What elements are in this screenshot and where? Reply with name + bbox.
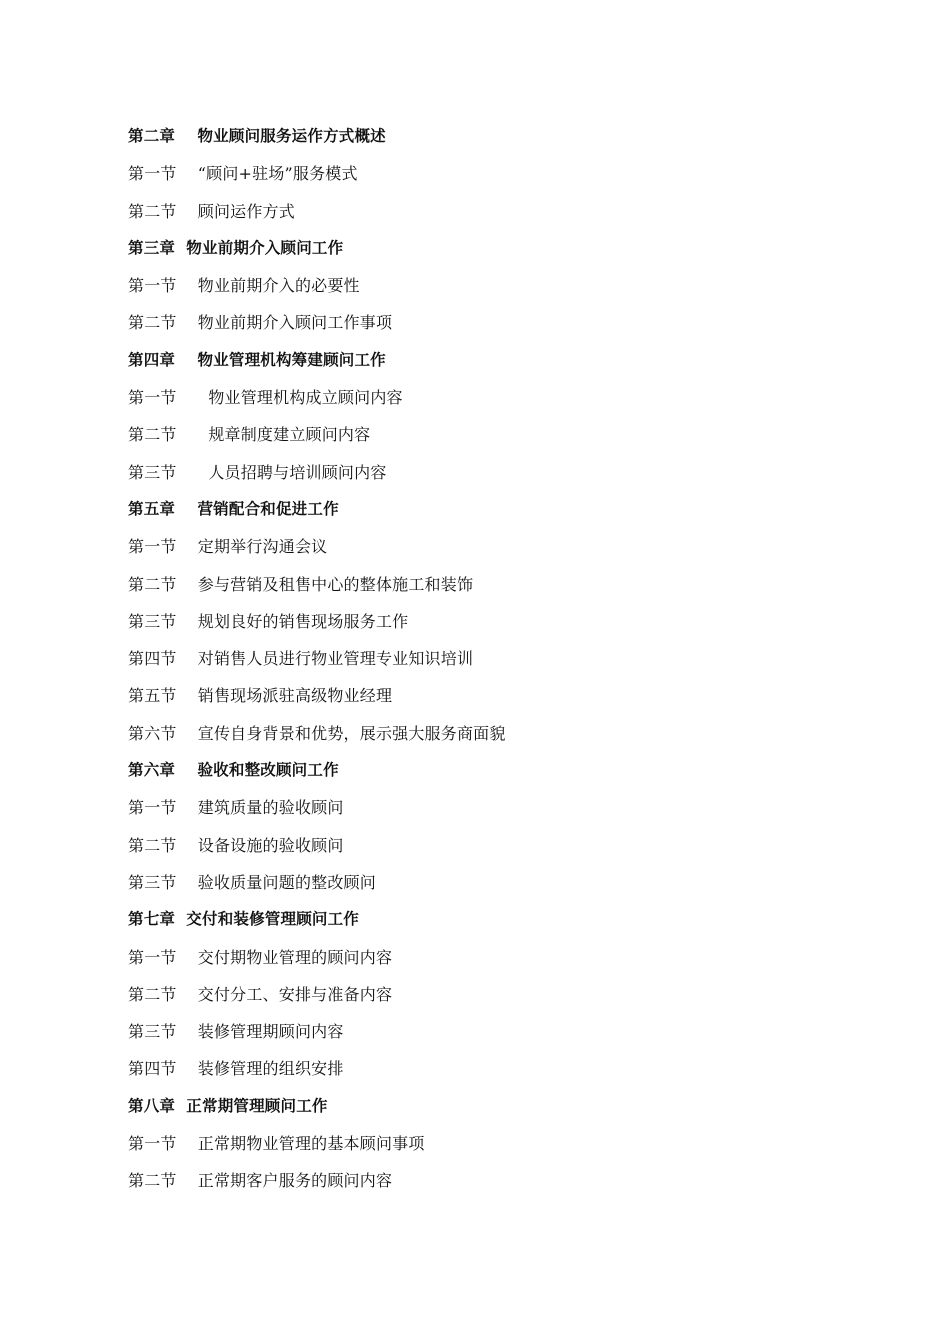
toc-line-18: 第一节 建筑质量的验收顾问 [128,798,344,818]
toc-line-15: 第五节 销售现场派驻高级物业经理 [128,686,393,706]
toc-line-24: 第三节 装修管理期顾问内容 [128,1022,344,1042]
toc-line-20: 第三节 验收质量问题的整改顾问 [128,872,376,892]
toc-line-26: 第八章 正常期管理顾问工作 [128,1096,328,1115]
toc-line-17: 第六章 验收和整改顾问工作 [128,761,339,780]
toc-line-6: 第四章 物业管理机构筹建顾问工作 [128,350,386,369]
toc-line-14: 第四节 对销售人员进行物业管理专业知识培训 [128,649,474,669]
toc-line-3: 第三章 物业前期介入顾问工作 [128,238,344,257]
toc-line-0: 第二章 物业顾问服务运作方式概述 [128,127,386,145]
toc-line-9: 第三节 人员招聘与培训顾问内容 [128,462,387,482]
toc-line-8: 第二节 规章制度建立顾问内容 [128,425,371,445]
toc-line-11: 第一节 定期举行沟通会议 [128,537,328,557]
toc-line-16: 第六节 宣传自身背景和优势，展示强大服务商面貌 [128,723,506,743]
toc-line-21: 第七章 交付和装修管理顾问工作 [128,910,359,929]
toc-line-25: 第四节 装修管理的组织安排 [128,1059,344,1079]
toc-line-28: 第二节 正常期客户服务的顾问内容 [128,1171,393,1191]
toc-line-13: 第三节 规划良好的销售现场服务工作 [128,611,409,631]
toc-line-23: 第二节 交付分工、安排与准备内容 [128,984,393,1004]
toc-line-12: 第二节 参与营销及租售中心的整体施工和装饰 [128,574,474,594]
toc-line-2: 第二节 顾问运作方式 [128,201,295,221]
toc-line-27: 第一节 正常期物业管理的基本顾问事项 [128,1134,425,1154]
toc-line-1: 第一节 “顾问+驻场”服务模式 [128,164,358,184]
table-of-contents [128,118,828,1200]
toc-line-4: 第一节 物业前期介入的必要性 [128,276,360,296]
toc-line-19: 第二节 设备设施的验收顾问 [128,835,344,855]
toc-line-22: 第一节 交付期物业管理的顾问内容 [128,947,393,967]
toc-line-7: 第一节 物业管理机构成立顾问内容 [128,388,403,408]
toc-line-10: 第五章 营销配合和促进工作 [128,499,339,518]
toc-line-5: 第二节 物业前期介入顾问工作事项 [128,313,393,333]
